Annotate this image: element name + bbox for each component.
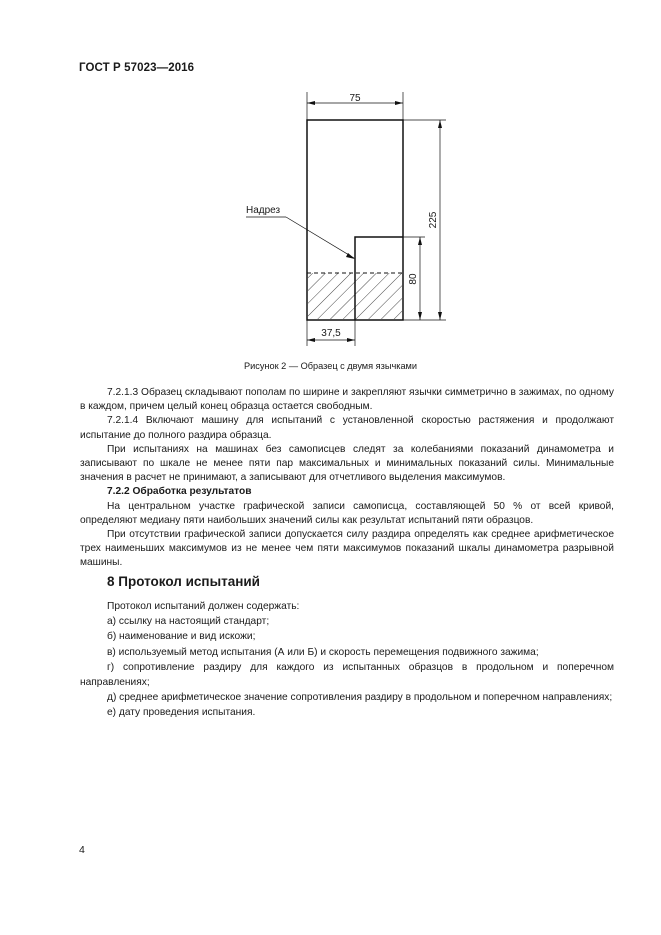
- list-item: а) ссылку на настоящий стандарт;: [107, 616, 270, 628]
- subsection-heading: 7.2.2 Обработка результатов: [107, 486, 252, 498]
- dim-tab-label: 80: [408, 273, 419, 285]
- notch-leader-arrow: [286, 217, 354, 258]
- dim-height-label: 225: [428, 211, 439, 229]
- paragraph-median: На центральном участке графической записи самописца, составляющей 50 % от всей кривой, определяют медиану пяти наибольших значений силы как результат испытаний пяти образцов.: [80, 500, 614, 526]
- paragraph-recorder: При испытаниях на машинах без самописцев следят за колебаниями показаний динамометра и записывают по шкале не менее пяти пар максимальных и минимальных показаний силы. Минимальные значения в расчет не принимают, а записывают для отчетливого выделения максимумов.: [80, 443, 614, 484]
- page-number: 4: [79, 844, 85, 856]
- list-item: в) используемый метод испытания (А или Б) и скорость перемещения подвижного зажима;: [107, 646, 539, 658]
- figure-caption: Рисунок 2 — Образец с двумя язычками: [243, 361, 418, 371]
- specimen-figure: [0, 0, 661, 360]
- section-heading: 8 Протокол испытаний: [107, 574, 260, 589]
- list-item: б) наименование и вид искожи;: [107, 631, 256, 643]
- list-item: д) среднее арифметическое значение сопротивления раздиру в продольном и поперечном направлениях;: [107, 692, 613, 704]
- dim-half-label: 37,5: [321, 328, 341, 339]
- body-text: [80, 386, 614, 571]
- paragraph-7-2-1-3: 7.2.1.3 Образец складывают пополам по ширине и закрепляют язычки симметрично в зажимах, по одному в каждом, причем целый конец образца остается свободным.: [80, 387, 614, 413]
- document-header: ГОСТ Р 57023—2016: [79, 62, 195, 74]
- notch-label: Надрез: [246, 205, 281, 216]
- list-item: г) сопротивление раздиру для каждого из испытанных образцов в продольном и поперечном направлениях;: [80, 661, 614, 689]
- right-clamp-hatch: [355, 273, 402, 319]
- left-clamp-hatch: [308, 273, 355, 319]
- paragraph-7-2-1-4: 7.2.1.4 Включают машину для испытаний с установленной скоростью растяжения и продолжают испытание до полного раздира образца.: [80, 415, 614, 441]
- protocol-intro: Протокол испытаний должен содержать:: [107, 601, 300, 612]
- dim-width-label: 75: [349, 93, 361, 104]
- list-item: е) дату проведения испытания.: [107, 707, 256, 719]
- protocol-list: [80, 599, 614, 721]
- paragraph-no-record: При отсутствии графической записи допускается силу раздира определять как среднее арифметическое трех наименьших максимумов из не менее чем пяти максимумов показаний шкалы динамометра разрывной машины.: [80, 529, 614, 569]
